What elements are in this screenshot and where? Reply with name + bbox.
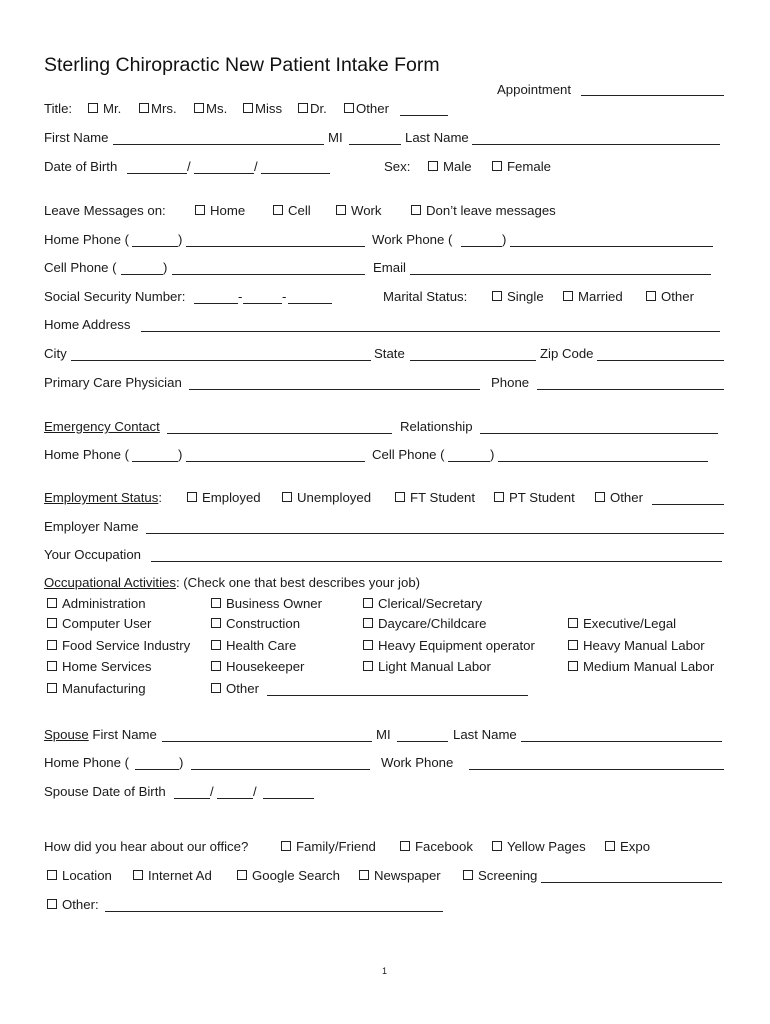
zip-field[interactable]	[597, 360, 724, 361]
home-address-field[interactable]	[141, 331, 720, 332]
checkbox-icon[interactable]	[336, 205, 346, 215]
spouse-dob-year-field[interactable]	[263, 798, 314, 799]
referral-screening-field[interactable]	[541, 882, 722, 883]
referral-question: How did you hear about our office?	[44, 839, 249, 854]
paren-close: )	[163, 260, 168, 275]
sex-option-male[interactable]: Male	[428, 159, 472, 175]
checkbox-icon[interactable]	[47, 661, 57, 671]
checkbox-icon[interactable]	[211, 640, 221, 650]
occupational-activities-label: Occupational Activities: (Check one that best describes your job)	[44, 575, 421, 590]
employment-other-field[interactable]	[652, 504, 724, 505]
mi-label: MI	[328, 130, 343, 145]
first-name-field[interactable]	[113, 144, 324, 145]
referral-option-other[interactable]: Other:	[47, 897, 99, 913]
paren-close: )	[502, 232, 507, 247]
spouse-home-area-field[interactable]	[135, 769, 179, 770]
title-option-mrs[interactable]: Mrs.	[139, 101, 177, 117]
ssn-part2-field[interactable]	[243, 303, 282, 304]
checkbox-icon[interactable]	[195, 205, 205, 215]
referral-option-yellow-pages[interactable]: Yellow Pages	[492, 839, 586, 855]
sex-label: Sex:	[384, 159, 411, 174]
mi-field[interactable]	[349, 144, 401, 145]
last-name-label: Last Name	[405, 130, 469, 145]
dob-year-field[interactable]	[261, 173, 330, 174]
checkbox-icon[interactable]	[194, 103, 204, 113]
spouse-mi-field[interactable]	[397, 741, 448, 742]
referral-other-field[interactable]	[105, 911, 443, 912]
title-option-mr[interactable]: Mr.	[88, 101, 121, 117]
checkbox-icon[interactable]	[363, 618, 373, 628]
spouse-last-name-label: Last Name	[453, 727, 517, 742]
ssn-dash: -	[282, 289, 287, 304]
checkbox-icon[interactable]	[344, 103, 354, 113]
employment-status-label: Employment Status:	[44, 490, 163, 505]
checkbox-icon[interactable]	[494, 492, 504, 502]
paren-close: )	[179, 755, 184, 770]
spouse-first-name-field[interactable]	[162, 741, 372, 742]
referral-option-screening[interactable]: Screening	[463, 868, 537, 884]
referral-option-internet-ad[interactable]: Internet Ad	[133, 868, 212, 884]
physician-phone-label: Phone	[491, 375, 530, 390]
emergency-home-area-field[interactable]	[132, 461, 178, 462]
occupation-option-construction[interactable]: Construction	[211, 616, 300, 632]
title-option-dr[interactable]: Dr.	[298, 101, 327, 117]
checkbox-icon[interactable]	[400, 841, 410, 851]
referral-option-location[interactable]: Location	[47, 868, 112, 884]
spouse-dob-month-field[interactable]	[174, 798, 210, 799]
cell-phone-area-field[interactable]	[121, 274, 163, 275]
email-field[interactable]	[410, 274, 711, 275]
work-phone-field[interactable]	[510, 246, 713, 247]
form-title: Sterling Chiropractic New Patient Intake Form	[44, 54, 440, 76]
checkbox-icon[interactable]	[133, 870, 143, 880]
employer-name-label: Employer Name	[44, 519, 139, 534]
checkbox-icon[interactable]	[492, 291, 502, 301]
city-field[interactable]	[71, 360, 371, 361]
spouse-home-phone-field[interactable]	[191, 769, 370, 770]
checkbox-icon[interactable]	[47, 899, 57, 909]
title-option-miss[interactable]: Miss	[243, 101, 282, 117]
home-phone-area-field[interactable]	[132, 246, 178, 247]
employment-option-employed[interactable]: Employed	[187, 490, 261, 506]
checkbox-icon[interactable]	[563, 291, 573, 301]
checkbox-icon[interactable]	[47, 640, 57, 650]
physician-label: Primary Care Physician	[44, 375, 182, 390]
dob-separator: /	[253, 784, 257, 799]
checkbox-icon[interactable]	[646, 291, 656, 301]
dob-separator: /	[210, 784, 214, 799]
marital-option-married[interactable]: Married	[563, 289, 623, 305]
spouse-last-name-field[interactable]	[521, 741, 722, 742]
employer-name-field[interactable]	[146, 533, 724, 534]
occupation-option-health-care[interactable]: Health Care	[211, 638, 296, 654]
spouse-home-phone-label: Home Phone (	[44, 755, 130, 770]
occupation-option-computer-user[interactable]: Computer User	[47, 616, 151, 632]
occupation-option-other[interactable]: Other	[211, 681, 259, 697]
spouse-work-phone-label: Work Phone	[381, 755, 454, 770]
last-name-field[interactable]	[472, 144, 720, 145]
ssn-part3-field[interactable]	[288, 303, 332, 304]
paren-close: )	[490, 447, 495, 462]
home-phone-field[interactable]	[186, 246, 365, 247]
page-number: 1	[382, 966, 388, 976]
relationship-field[interactable]	[480, 433, 718, 434]
checkbox-icon[interactable]	[187, 492, 197, 502]
ssn-part1-field[interactable]	[194, 303, 238, 304]
emergency-cell-area-field[interactable]	[448, 461, 490, 462]
zip-label: Zip Code	[540, 346, 594, 361]
referral-option-newspaper[interactable]: Newspaper	[359, 868, 441, 884]
employment-option-other[interactable]: Other	[595, 490, 643, 506]
title-option-ms[interactable]: Ms.	[194, 101, 227, 117]
appointment-label: Appointment	[497, 82, 572, 97]
referral-option-family-friend[interactable]: Family/Friend	[281, 839, 376, 855]
spouse-dob-day-field[interactable]	[217, 798, 253, 799]
checkbox-icon[interactable]	[47, 683, 57, 693]
occupation-other-field[interactable]	[267, 695, 528, 696]
checkbox-icon[interactable]	[273, 205, 283, 215]
checkbox-icon[interactable]	[568, 661, 578, 671]
occupation-option-manufacturing[interactable]: Manufacturing	[47, 681, 146, 697]
title-label: Title:	[44, 101, 73, 116]
spouse-mi-label: MI	[376, 727, 391, 742]
occupation-option-housekeeper[interactable]: Housekeeper	[211, 659, 304, 675]
occupation-option-medium-manual[interactable]: Medium Manual Labor	[568, 659, 714, 675]
checkbox-icon[interactable]	[211, 618, 221, 628]
marital-label: Marital Status:	[383, 289, 468, 304]
occupation-option-clerical[interactable]: Clerical/Secretary	[363, 596, 482, 612]
messages-option-home[interactable]: Home	[195, 203, 245, 219]
emergency-cell-phone-field[interactable]	[498, 461, 708, 462]
emergency-home-phone-label: Home Phone (	[44, 447, 130, 462]
occupation-option-daycare[interactable]: Daycare/Childcare	[363, 616, 486, 632]
emergency-cell-phone-label: Cell Phone (	[372, 447, 445, 462]
employment-option-ft-student[interactable]: FT Student	[395, 490, 475, 506]
messages-option-work[interactable]: Work	[336, 203, 382, 219]
marital-option-single[interactable]: Single	[492, 289, 544, 305]
checkbox-icon[interactable]	[211, 598, 221, 608]
title-other-field[interactable]	[400, 115, 448, 116]
checkbox-icon[interactable]	[47, 598, 57, 608]
messages-option-cell[interactable]: Cell	[273, 203, 311, 219]
appointment-field[interactable]	[581, 95, 724, 96]
spouse-dob-label: Spouse Date of Birth	[44, 784, 166, 799]
employment-option-pt-student[interactable]: PT Student	[494, 490, 575, 506]
messages-option-dont-leave[interactable]: Don’t leave messages	[411, 203, 556, 219]
checkbox-icon[interactable]	[568, 640, 578, 650]
employment-option-unemployed[interactable]: Unemployed	[282, 490, 371, 506]
sex-option-female[interactable]: Female	[492, 159, 551, 175]
city-label: City	[44, 346, 67, 361]
checkbox-icon[interactable]	[568, 618, 578, 628]
checkbox-icon[interactable]	[595, 492, 605, 502]
physician-phone-field[interactable]	[537, 389, 724, 390]
checkbox-icon[interactable]	[395, 492, 405, 502]
occupation-option-executive[interactable]: Executive/Legal	[568, 616, 676, 632]
checkbox-icon[interactable]	[298, 103, 308, 113]
relationship-label: Relationship	[400, 419, 473, 434]
checkbox-icon[interactable]	[363, 661, 373, 671]
checkbox-icon[interactable]	[88, 103, 98, 113]
dob-separator: /	[254, 159, 258, 174]
paren-close: )	[178, 447, 183, 462]
emergency-contact-label: Emergency Contact	[44, 419, 160, 434]
checkbox-icon[interactable]	[492, 841, 502, 851]
emergency-home-phone-field[interactable]	[186, 461, 365, 462]
physician-field[interactable]	[189, 389, 480, 390]
work-phone-label: Work Phone (	[372, 232, 453, 247]
dob-day-field[interactable]	[194, 173, 254, 174]
referral-option-google-search[interactable]: Google Search	[237, 868, 340, 884]
home-phone-label: Home Phone (	[44, 232, 130, 247]
occupation-option-administration[interactable]: Administration	[47, 596, 146, 612]
checkbox-icon[interactable]	[428, 161, 438, 171]
checkbox-icon[interactable]	[463, 870, 473, 880]
checkbox-icon[interactable]	[605, 841, 615, 851]
work-phone-area-field[interactable]	[461, 246, 502, 247]
occupation-option-heavy-manual[interactable]: Heavy Manual Labor	[568, 638, 705, 654]
checkbox-icon[interactable]	[237, 870, 247, 880]
checkbox-icon[interactable]	[282, 492, 292, 502]
checkbox-icon[interactable]	[359, 870, 369, 880]
ssn-dash: -	[238, 289, 243, 304]
referral-option-expo[interactable]: Expo	[605, 839, 650, 855]
occupation-option-light-manual[interactable]: Light Manual Labor	[363, 659, 491, 675]
checkbox-icon[interactable]	[363, 640, 373, 650]
state-label: State	[374, 346, 405, 361]
checkbox-icon[interactable]	[363, 598, 373, 608]
occupation-option-heavy-equipment[interactable]: Heavy Equipment operator	[363, 638, 535, 654]
occupation-option-food-service[interactable]: Food Service Industry	[47, 638, 190, 654]
cell-phone-label: Cell Phone (	[44, 260, 117, 275]
email-label: Email	[373, 260, 406, 275]
occupation-field[interactable]	[151, 561, 722, 562]
checkbox-icon[interactable]	[281, 841, 291, 851]
spouse-work-phone-field[interactable]	[469, 769, 724, 770]
occupation-option-home-services[interactable]: Home Services	[47, 659, 151, 675]
messages-label: Leave Messages on:	[44, 203, 166, 218]
marital-option-other[interactable]: Other	[646, 289, 694, 305]
ssn-label: Social Security Number:	[44, 289, 186, 304]
checkbox-icon[interactable]	[139, 103, 149, 113]
title-option-other[interactable]: Other	[344, 101, 389, 117]
checkbox-icon[interactable]	[211, 683, 221, 693]
checkbox-icon[interactable]	[411, 205, 421, 215]
occupation-option-business-owner[interactable]: Business Owner	[211, 596, 322, 612]
home-address-label: Home Address	[44, 317, 131, 332]
occupation-label: Your Occupation	[44, 547, 142, 562]
emergency-contact-field[interactable]	[167, 433, 392, 434]
dob-separator: /	[187, 159, 191, 174]
checkbox-icon[interactable]	[243, 103, 253, 113]
paren-close: )	[178, 232, 183, 247]
dob-label: Date of Birth	[44, 159, 118, 174]
first-name-label: First Name	[44, 130, 109, 145]
checkbox-icon[interactable]	[211, 661, 221, 671]
dob-month-field[interactable]	[127, 173, 187, 174]
referral-option-facebook[interactable]: Facebook	[400, 839, 473, 855]
state-field[interactable]	[410, 360, 536, 361]
cell-phone-field[interactable]	[172, 274, 365, 275]
checkbox-icon[interactable]	[47, 618, 57, 628]
checkbox-icon[interactable]	[492, 161, 502, 171]
spouse-first-name-label: Spouse First Name	[44, 727, 157, 742]
checkbox-icon[interactable]	[47, 870, 57, 880]
